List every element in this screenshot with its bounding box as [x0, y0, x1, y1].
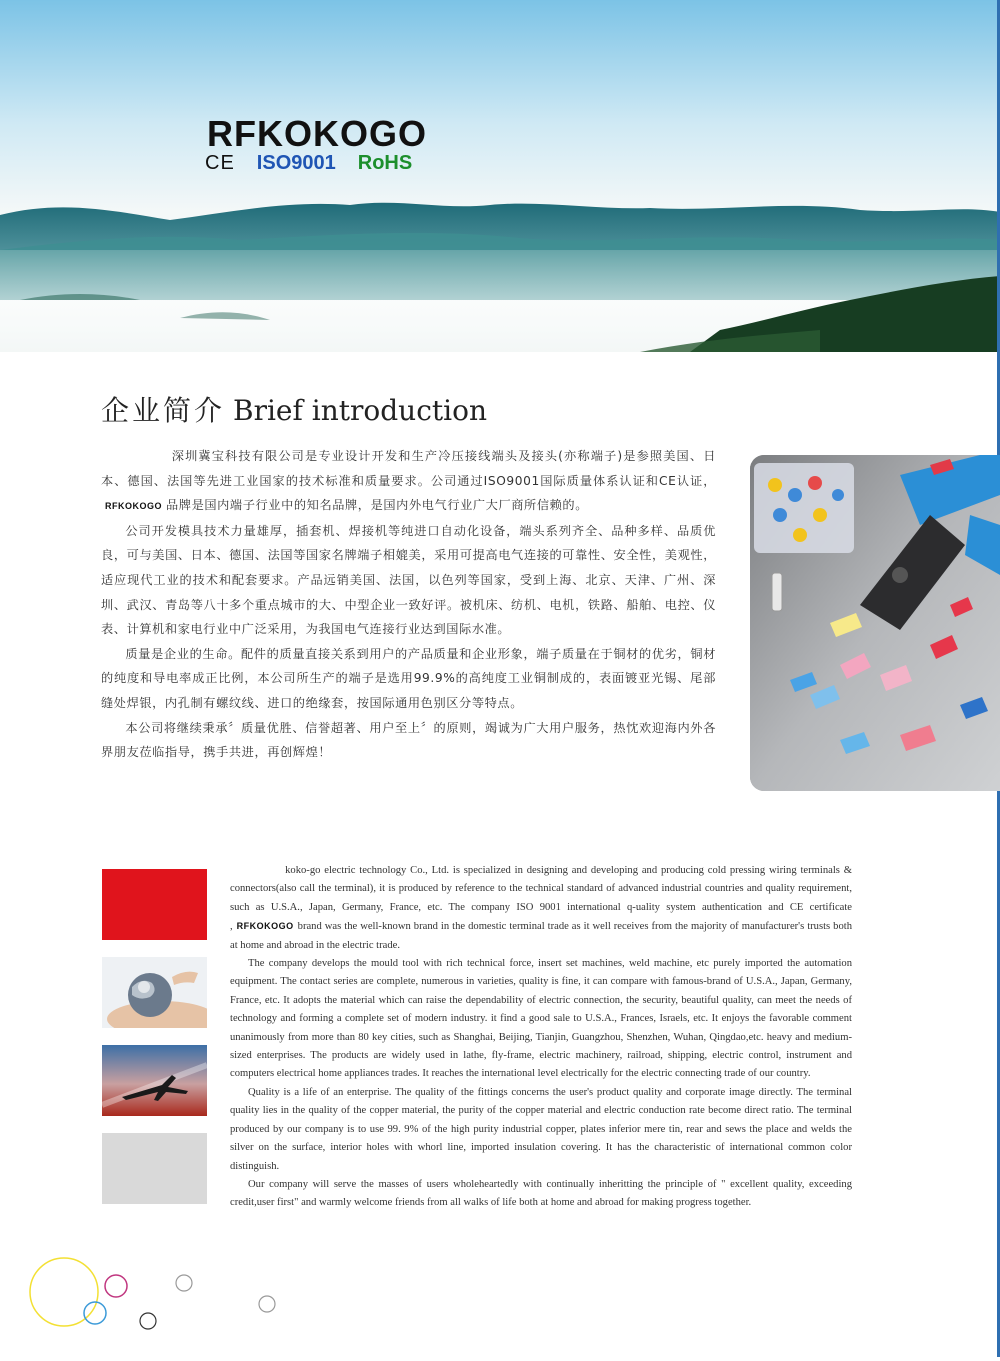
- globe-icon: [102, 957, 207, 1028]
- circle-ornament-icon: [0, 1240, 300, 1357]
- airplane-icon: [102, 1045, 207, 1116]
- certification-row: [205, 152, 412, 175]
- en-p1-text: koko-go electric technology Co., Ltd. is specialized in designing and developing and producing cold pressing wiring terminals & connectors(also call the terminal), it is produced by reference to the technical standard of advanced industrial countries and quality requirement, such as U.S.A., Japan, Germany, France, etc. The company ISO 9001 international q-uality system authentication and CE certificate ,: [230, 865, 852, 933]
- en-p1-text-end: brand was the well-known brand in the domestic terminal trade as it well receives from the majority of manufacturer's trusts both at home and abroad in the electric trade.: [230, 921, 852, 951]
- globe-in-hand-image: [102, 957, 207, 1028]
- section-title: [101, 389, 487, 429]
- decorative-circles: [0, 1240, 300, 1361]
- cn-paragraph-3: 质量是企业的生命。配件的质量直接关系到用户的产品质量和企业形象，端子质量在于铜材的优劣，铜材的纯度和导电率成正比例，本公司所生产的端子是选用99.9%的高纯度工业铜制成的，表面镀亚光锡、尾部缝处焊银，内孔制有螺纹线、进口的绝缘套，按国际通用色别区分等特点。: [101, 646, 716, 710]
- landscape-illustration: [0, 0, 1000, 352]
- section-title-cn: 企业简介: [101, 394, 226, 427]
- airplane-sunset-image: [102, 1045, 207, 1116]
- en-paragraph-3: Quality is a life of an enterprise. The quality of the fittings concerns the user's product quality and corporate image directly. The terminal quality lies in the quality of the copper material, the purity of the copper material and electric conduction rate become direct ratio. The terminal produced by our company is to use 99. 9% of the high purity industrial copper, plates inferior mere tin, rear and sews the place and welds the silver on the surface, interior holes with whorl line, imported insulation covering. It has the characteristic of international common color distinguish.: [230, 1086, 852, 1172]
- cn-p1-text: 深圳冀宝科技有限公司是专业设计开发和生产冷压接线端头及接头(亦称端子)是参照美国、日本、德国、法国等先进工业国家的技术标准和质量要求。公司通过ISO9001国际质量体系认证和CE认证，: [101, 449, 716, 488]
- crimping-tool-and-terminals-image: [750, 455, 1000, 791]
- cn-paragraph-2: 公司开发模具技术力量雄厚，插套机、焊接机等纯进口自动化设备，端头系列齐全、品种多样、品质优良，可与美国、日本、德国、法国等国家名牌端子相媲美，采用可提高电气连接的可靠性、安全性，美观性，适应现代工业的技术和配套要求。产品远销美国、法国，以色列等国家，受到上海、北京、天津、广州、深圳、武汉、青岛等八十多个重点城市的大、中型企业一致好评。被机床、纺机、电机，铁路、船舶、电控、仪表、计算机和家电行业中广泛采用，为我国电气连接行业达到国际水准。: [101, 523, 716, 637]
- iso9001-mark: ISO9001: [256, 152, 336, 174]
- rohs-mark: RoHS: [357, 152, 413, 174]
- en-paragraph-2: The company develops the mould tool with rich technical force, insert set machines, weld machine, etc purely imported the automation equipment. The contact series are complete, numerous in varieties, quality is fine, it can compare with famous-brand of U.S.A., Japan, Germany, France, etc. It adopts the material which can raise the dependability of electric connection, the security, beautiful quality, can meet the needs of technology and forming a complete set of modern industry. it find a good sale to U.S.A., Frances, Israels, etc. It enjoys the favorable comment unanimously from more than 80 key cities, such as Shanghai, Beijing, Tianjin, Guangzhou, Shenzhen, Wuhan, Qingdao,etc. heavy and medium-sized enterprises. The products are widely used in lathe, fly-frame, electric machinery, railroad, shipping, electric control, instrument and computers electrical home appliances trades. It reaches the international level electrically for the electric connecting trade of our country.: [230, 958, 852, 1080]
- brand-logo: RFKOKOGO: [207, 113, 427, 154]
- english-intro: [230, 862, 852, 1213]
- gray-accent-square: [102, 1133, 207, 1204]
- inline-brand-logo: RFKOKOGO: [105, 501, 162, 512]
- en-paragraph-4: Our company will serve the masses of users wholeheartedly with continually inheritting the principle of " excellent quality, exceeding credit,user first" and warmly welcome friends from all walks of life both at home and abroad for making progress together.: [230, 1178, 852, 1209]
- cn-paragraph-1: [101, 444, 716, 519]
- cn-paragraph-4: 本公司将继续秉承〞质量优胜、信誉超著、用户至上〞的原则，竭诚为广大用户服务，热忱欢迎海内外各界朋友莅临指导，携手共进，再创辉煌！: [101, 720, 716, 760]
- ce-mark: CE: [205, 152, 235, 174]
- hero-banner: [0, 0, 1000, 352]
- red-accent-square: [102, 869, 207, 940]
- en-paragraph-1: [230, 862, 852, 955]
- section-title-en: Brief introduction: [233, 394, 487, 427]
- product-photo: [750, 455, 1000, 791]
- inline-brand-logo-en: RFKOKOGO: [236, 921, 294, 932]
- chinese-intro: [101, 444, 716, 765]
- cn-p1-text-end: 品牌是国内端子行业中的知名品牌，是国内外电气行业广大厂商所信赖的。: [166, 498, 588, 513]
